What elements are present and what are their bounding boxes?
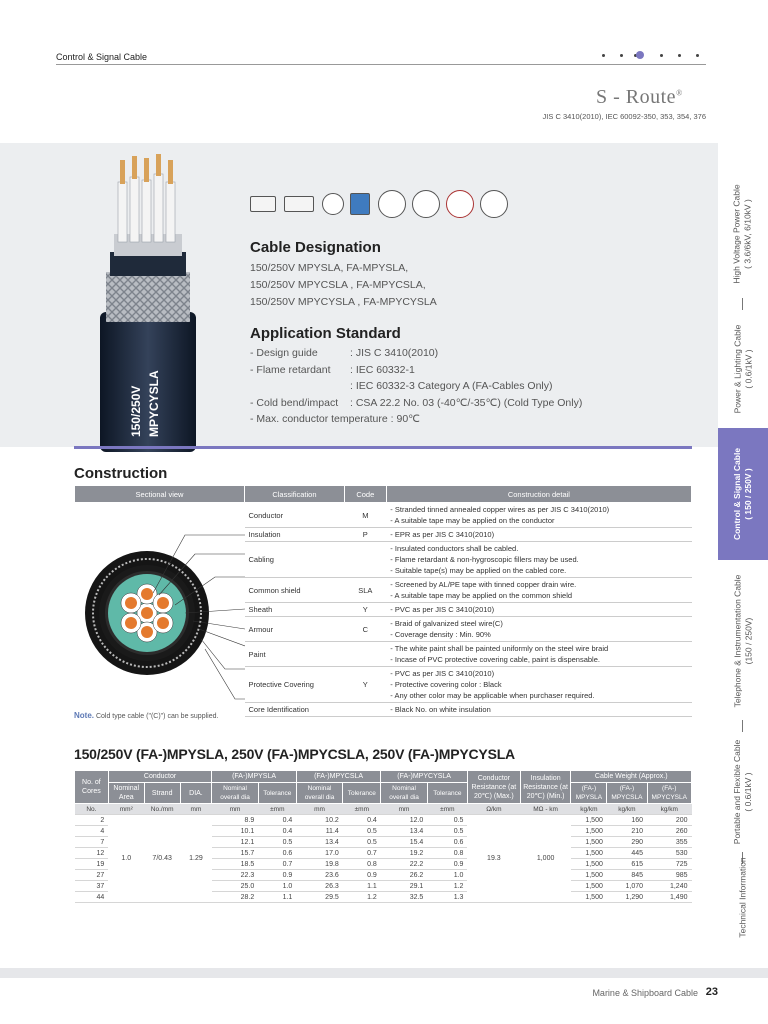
hero-accent-rule — [74, 446, 692, 449]
dimension-cell: 0.5 — [343, 826, 381, 837]
h-nominal-overall: Nominal overall dia — [212, 783, 258, 804]
weight-cell: 985 — [647, 870, 691, 881]
dimension-cell: 12.1 — [212, 837, 258, 848]
dimension-cell: 18.5 — [212, 859, 258, 870]
dimension-cell: 0.4 — [258, 826, 296, 837]
weight-cell: 210 — [607, 826, 647, 837]
unit-cell: ±mm — [343, 804, 381, 815]
h-conductor-resistance: Conductor Resistance (at 20℃) (Max.) — [467, 771, 520, 804]
detail-line: - PVC as per JIS C 3410(2010) — [390, 605, 495, 614]
dimension-cell: 0.7 — [343, 848, 381, 859]
h-conductor: Conductor — [108, 771, 212, 783]
h-nominal-area: Nominal Area — [108, 783, 144, 804]
h-weight-mpycysla: (FA-) MPYCYSLA — [647, 783, 691, 804]
standard-row: - Max. conductor temperature : 90℃ — [250, 413, 420, 425]
dimension-cell: 0.4 — [343, 815, 381, 826]
detail-cell — [386, 578, 691, 603]
classification-cell: Sheath — [245, 603, 345, 617]
dimension-cell: 1.0 — [258, 881, 296, 892]
weight-cell: 445 — [607, 848, 647, 859]
cores-cell: 27 — [75, 870, 109, 881]
code-cell — [344, 703, 386, 717]
weight-cell: 725 — [647, 859, 691, 870]
dimension-cell: 1.1 — [258, 892, 296, 903]
sectional-view-cell — [75, 503, 245, 717]
weight-cell: 1,240 — [647, 881, 691, 892]
units-row — [75, 804, 692, 815]
detail-cell — [386, 617, 691, 642]
weight-cell: 290 — [607, 837, 647, 848]
dimension-cell: 8.9 — [212, 815, 258, 826]
unit-cell: kg/km — [571, 804, 607, 815]
construction-table — [74, 485, 692, 717]
footer-label: Marine & Shipboard Cable — [592, 988, 698, 998]
col-sectional-view: Sectional view — [75, 486, 245, 503]
detail-cell — [386, 703, 691, 717]
dimension-cell: 0.5 — [343, 837, 381, 848]
cores-cell: 19 — [75, 859, 109, 870]
dimension-cell: 1.0 — [427, 870, 467, 881]
dimension-cell: 25.0 — [212, 881, 258, 892]
dimension-cell: 0.7 — [258, 859, 296, 870]
dimension-cell: 19.8 — [296, 859, 342, 870]
cores-cell: 7 — [75, 837, 109, 848]
detail-line: - Braid of galvanized steel wire(C) — [390, 619, 503, 628]
unit-cell: kg/km — [607, 804, 647, 815]
germanischer-lloyd-icon — [378, 190, 406, 218]
unit-cell: ±mm — [427, 804, 467, 815]
sidebar-divider — [742, 298, 743, 310]
designation-line: 150/250V MPYCSLA , FA-MPYCSLA, — [250, 279, 426, 291]
classification-cell: Common shield — [245, 578, 345, 603]
dimension-cell: 0.8 — [343, 859, 381, 870]
h-nominal-overall: Nominal overall dia — [296, 783, 342, 804]
unit-cell: mm — [296, 804, 342, 815]
code-cell: Y — [344, 603, 386, 617]
detail-line: - Suitable tape(s) may be applied on the cabled core. — [390, 566, 567, 575]
construction-row — [75, 503, 692, 528]
dimension-cell: 13.4 — [296, 837, 342, 848]
specification-table — [74, 770, 692, 903]
weight-cell: 1,500 — [571, 881, 607, 892]
dimension-cell: 17.0 — [296, 848, 342, 859]
standards-line: JIS C 3410(2010), IEC 60092-350, 353, 354, 376 — [542, 112, 706, 121]
weight-cell: 1,500 — [571, 826, 607, 837]
dimension-cell: 0.9 — [258, 870, 296, 881]
code-cell: M — [344, 503, 386, 528]
weight-cell: 1,500 — [571, 892, 607, 903]
cable-illustration — [96, 152, 200, 452]
code-cell — [344, 542, 386, 578]
code-cell — [344, 642, 386, 667]
dot — [678, 54, 681, 57]
unit-cell: mm² — [108, 804, 144, 815]
dimension-cell: 0.8 — [427, 848, 467, 859]
classification-cell: Core Identification — [245, 703, 345, 717]
dot — [602, 54, 605, 57]
classification-cell: Armour — [245, 617, 345, 642]
cores-cell: 4 — [75, 826, 109, 837]
dimension-cell: 22.2 — [381, 859, 427, 870]
detail-cell — [386, 642, 691, 667]
dimension-cell: 29.5 — [296, 892, 342, 903]
cable-cross-section-diagram — [75, 509, 245, 709]
cable-designation-list — [250, 260, 437, 311]
detail-line: - Stranded tinned annealed copper wires as per JIS C 3410(2010) — [390, 505, 610, 514]
weight-cell: 530 — [647, 848, 691, 859]
construction-heading: Construction — [74, 465, 168, 482]
detail-line: - A suitable tape may be applied on the common shield — [390, 591, 573, 600]
classification-cell: Protective Covering — [245, 667, 345, 703]
h-cable-weight: Cable Weight (Approx.) — [571, 771, 692, 783]
designation-line: 150/250V MPYCYSLA , FA-MPYCYSLA — [250, 296, 437, 308]
weight-cell: 200 — [647, 815, 691, 826]
detail-line: - PVC as per JIS C 3410(2010) — [390, 669, 495, 678]
unit-cell: mm — [381, 804, 427, 815]
dimension-cell: 26.2 — [381, 870, 427, 881]
dimension-cell: 19.2 — [381, 848, 427, 859]
h-no-cores: No. of Cores — [75, 771, 109, 804]
h-dia: DIA. — [180, 783, 212, 804]
h-mpycsla: (FA-)MPYCSLA — [296, 771, 381, 783]
conductor-resistance-cell: 19.3 — [467, 815, 520, 903]
detail-line: - Protective covering color : Black — [390, 680, 502, 689]
table-row — [75, 815, 692, 826]
detail-cell — [386, 528, 691, 542]
code-cell: SLA — [344, 578, 386, 603]
detail-cell — [386, 503, 691, 528]
dimension-cell: 15.4 — [381, 837, 427, 848]
section-title: Control & Signal Cable — [56, 52, 148, 62]
weight-cell: 355 — [647, 837, 691, 848]
header-divider — [56, 64, 706, 65]
strand-cell: 7/0.43 — [144, 815, 180, 903]
sidebar-divider — [742, 720, 743, 732]
standard-row: : IEC 60332-3 Category A (FA-Cables Only) — [350, 380, 553, 392]
detail-line: - A suitable tape may be applied on the conductor — [390, 516, 555, 525]
unit-cell: No./mm — [144, 804, 180, 815]
unit-cell: Ω/km — [467, 804, 520, 815]
weight-cell: 1,500 — [571, 848, 607, 859]
dimension-cell: 0.6 — [258, 848, 296, 859]
detail-line: - Flame retardant & non-hygroscopic fillers may be used. — [390, 555, 579, 564]
cable-print-type: MPYCYSLA — [147, 370, 161, 437]
detail-cell — [386, 667, 691, 703]
dimension-cell: 28.2 — [212, 892, 258, 903]
detail-cell — [386, 542, 691, 578]
h-mpycysla: (FA-)MPYCYSLA — [381, 771, 468, 783]
dot — [620, 54, 623, 57]
construction-note: Note. Cold type cable ("(C)") can be supplied. — [74, 711, 219, 720]
sidebar-item-technical-information[interactable]: Technical Information — [737, 856, 748, 938]
page-indicator-dots — [600, 50, 710, 62]
weight-cell: 1,500 — [571, 859, 607, 870]
application-standard-heading: Application Standard — [250, 325, 401, 342]
code-cell: P — [344, 528, 386, 542]
cores-cell: 12 — [75, 848, 109, 859]
classification-cell: Cabling — [245, 542, 345, 578]
dimension-cell: 29.1 — [381, 881, 427, 892]
sidebar-item-control-signal[interactable]: Control & Signal Cable ( 150 / 250V ) — [718, 428, 768, 560]
dot — [660, 54, 663, 57]
ccs-icon — [446, 190, 474, 218]
detail-line: - The white paint shall be painted uniformly on the steel wire braid — [390, 644, 609, 653]
detail-line: - Black No. on white insulation — [390, 705, 491, 714]
detail-line: - Coverage density : Min. 90% — [390, 630, 491, 639]
unit-cell: kg/km — [647, 804, 691, 815]
weight-cell: 845 — [607, 870, 647, 881]
dimension-cell: 0.6 — [427, 837, 467, 848]
dia-cell: 1.29 — [180, 815, 212, 903]
dimension-cell: 10.2 — [296, 815, 342, 826]
dimension-cell: 13.4 — [381, 826, 427, 837]
col-construction-detail: Construction detail — [386, 486, 691, 503]
weight-cell: 1,500 — [571, 815, 607, 826]
sidebar-item-portable-flexible[interactable]: Portable and Flexible Cable ( 0.6/1kV ) — [732, 739, 753, 845]
weight-cell: 1,070 — [607, 881, 647, 892]
dimension-cell: 1.2 — [427, 881, 467, 892]
weight-cell: 615 — [607, 859, 647, 870]
korean-register-icon — [412, 190, 440, 218]
data-table-title: 150/250V (FA-)MPYSLA, 250V (FA-)MPYCSLA, 250V (FA-)MPYCYSLA — [74, 746, 515, 762]
unit-cell: MΩ - km — [520, 804, 571, 815]
dot-active — [636, 51, 644, 59]
bureau-veritas-icon — [322, 193, 344, 215]
dimension-cell: 11.4 — [296, 826, 342, 837]
dimension-cell: 1.3 — [427, 892, 467, 903]
dimension-cell: 0.5 — [427, 815, 467, 826]
h-tolerance: Tolerance — [343, 783, 381, 804]
page-number: 23 — [705, 986, 718, 998]
h-tolerance: Tolerance — [427, 783, 467, 804]
unit-cell: No. — [75, 804, 109, 815]
dimension-cell: 22.3 — [212, 870, 258, 881]
nominal-area-cell: 1.0 — [108, 815, 144, 903]
detail-line: - Insulated conductors shall be cabled. — [390, 544, 519, 553]
dimension-cell: 0.9 — [343, 870, 381, 881]
detail-line: - EPR as per JIS C 3410(2010) — [390, 530, 495, 539]
unit-cell: mm — [180, 804, 212, 815]
h-strand: Strand — [144, 783, 180, 804]
weight-cell: 160 — [607, 815, 647, 826]
h-tolerance: Tolerance — [258, 783, 296, 804]
footer-band — [0, 968, 768, 978]
code-cell: Y — [344, 667, 386, 703]
category-sidebar — [718, 170, 768, 938]
weight-cell: 260 — [647, 826, 691, 837]
cores-cell: 2 — [75, 815, 109, 826]
weight-cell: 1,290 — [607, 892, 647, 903]
weight-cell: 1,500 — [571, 837, 607, 848]
dimension-cell: 1.2 — [343, 892, 381, 903]
insulation-resistance-cell: 1,000 — [520, 815, 571, 903]
dimension-cell: 23.6 — [296, 870, 342, 881]
application-standard-list — [250, 345, 582, 428]
cable-print-voltage: 150/250V — [129, 385, 143, 437]
designation-line: 150/250V MPYSLA, FA-MPYSLA, — [250, 262, 409, 274]
cores-cell: 37 — [75, 881, 109, 892]
detail-cell — [386, 603, 691, 617]
standard-row: - Flame retardant : IEC 60332-1 — [250, 363, 415, 376]
unit-cell: ±mm — [258, 804, 296, 815]
col-classification: Classification — [245, 486, 345, 503]
dimension-cell: 0.5 — [258, 837, 296, 848]
nkk-icon — [480, 190, 508, 218]
dimension-cell: 0.4 — [258, 815, 296, 826]
classification-cell: Paint — [245, 642, 345, 667]
h-weight-mpysla: (FA-) MPYSLA — [571, 783, 607, 804]
h-insulation-resistance: Insulation Resistance (at 20℃) (Min.) — [520, 771, 571, 804]
standard-row: - Design guide : JIS C 3410(2010) — [250, 347, 439, 359]
abs-icon — [284, 196, 314, 212]
dimension-cell: 32.5 — [381, 892, 427, 903]
dimension-cell: 0.9 — [427, 859, 467, 870]
unit-cell: mm — [212, 804, 258, 815]
standard-row: - Cold bend/impact : CSA 22.2 No. 03 (-40℃/-35℃) (Cold Type Only) — [250, 396, 583, 409]
dnv-icon — [350, 193, 370, 215]
dot — [696, 54, 699, 57]
detail-line: - Incase of PVC protective covering cable, paint is dispensable. — [390, 655, 600, 664]
detail-line: - Screened by AL/PE tape with tinned copper drain wire. — [390, 580, 577, 589]
dimension-cell: 0.5 — [427, 826, 467, 837]
h-weight-mpycsla: (FA-) MPYCSLA — [607, 783, 647, 804]
classification-cell: Conductor — [245, 503, 345, 528]
sidebar-item-telephone-instrumentation[interactable]: Telephone & Instrumentation Cable (150 / 250V) — [732, 574, 753, 708]
h-mpysla: (FA-)MPYSLA — [212, 771, 297, 783]
sidebar-item-power-lighting[interactable]: Power & Lighting Cable ( 0.6/1kV ) — [732, 324, 753, 414]
detail-line: - Any other color may be applicable when purchaser required. — [390, 691, 595, 700]
brand-logo: S - Route® — [596, 86, 683, 108]
h-nominal-overall: Nominal overall dia — [381, 783, 427, 804]
classification-cell: Insulation — [245, 528, 345, 542]
cable-designation-heading: Cable Designation — [250, 239, 381, 256]
dimension-cell: 26.3 — [296, 881, 342, 892]
code-cell: C — [344, 617, 386, 642]
lloyds-register-icon — [250, 196, 276, 212]
dimension-cell: 10.1 — [212, 826, 258, 837]
weight-cell: 1,500 — [571, 870, 607, 881]
dimension-cell: 15.7 — [212, 848, 258, 859]
cores-cell: 44 — [75, 892, 109, 903]
col-code: Code — [344, 486, 386, 503]
dimension-cell: 12.0 — [381, 815, 427, 826]
weight-cell: 1,490 — [647, 892, 691, 903]
dimension-cell: 1.1 — [343, 881, 381, 892]
sidebar-item-high-voltage[interactable]: High Voltage Power Cable ( 3.6/6kV, 6/10kV ) — [732, 184, 754, 284]
